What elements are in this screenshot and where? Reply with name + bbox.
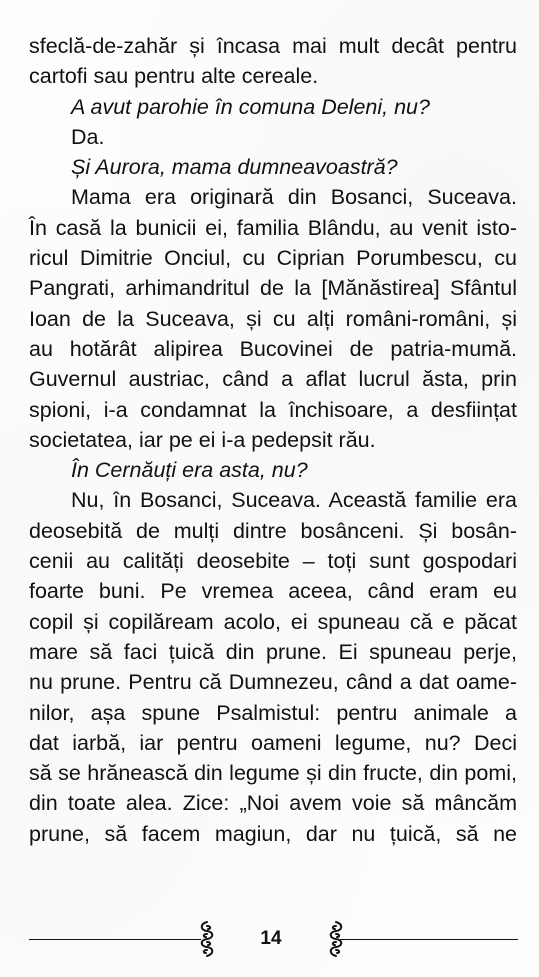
text-line: sfeclă-de-zahăr și încasa mai mult decât pentru (29, 34, 517, 58)
text-line: Pangrati, arhimandritul de la [Mănăstirea] Sfântul (29, 276, 517, 301)
text-line: dat iarbă, iar pentru oameni legume, nu? Deci (29, 730, 517, 755)
text-line: Ioan de la Suceava, și cu alți români-români, și (29, 306, 517, 331)
text-line: cartofi sau pentru alte cereale. (29, 64, 319, 89)
text-line: nilor, așa spune Psalmistul: pentru animale a (29, 700, 517, 725)
interview-question: A avut parohie în comuna Deleni, nu? (71, 94, 430, 119)
interview-answer: Mama era originară din Bosanci, Suceava. (71, 185, 517, 210)
text-line: foarte buni. Pe vremea aceea, când eram eu (29, 579, 517, 604)
interview-question: Și Aurora, mama dumneavoastră? (71, 155, 398, 180)
footer-rule-left (29, 939, 201, 940)
text-line: Guvernul austriac, când a aflat lucrul ăsta, prin (29, 367, 517, 392)
text-line: societatea, iar pe ei i-a pedepsit rău. (29, 427, 376, 452)
text-line: mare să faci țuică din prune. Ei spuneau perje, (29, 639, 517, 664)
text-line: ricul Dimitrie Onciul, cu Ciprian Porumbescu, cu (29, 246, 517, 271)
interview-answer: Nu, în Bosanci, Suceava. Această familie era (71, 488, 517, 513)
text-line: nu prune. Pentru că Dumnezeu, când a dat oame- (29, 670, 517, 695)
text-line: să se hrănească din legume și din fructe, din pomi, (29, 761, 517, 786)
text-line: spioni, i-a condamnat la închisoare, a desființat (29, 397, 517, 422)
scroll-ornament-icon (196, 920, 218, 958)
body-text (29, 31, 517, 849)
footer-rule-right (340, 939, 518, 940)
text-line: din toate alea. Zice: „Noi avem voie să mâncăm (29, 791, 517, 816)
text-line: În casă la bunicii ei, familia Blându, au venit isto- (29, 215, 517, 240)
interview-question: În Cernăuți era asta, nu? (71, 458, 308, 483)
text-line: prune, să facem magiun, dar nu țuică, să ne (29, 821, 517, 846)
text-line: copil și copilăream acolo, ei spuneau că e păcat (29, 609, 517, 634)
page-number: 14 (260, 928, 282, 949)
text-line: deosebită de mulți dintre bosânceni. Și bosân- (29, 518, 517, 543)
interview-answer: Da. (71, 124, 105, 149)
text-line: cenii au calități deosebite – toți sunt gospodari (29, 549, 517, 574)
text-line: au hotărât alipirea Bucovinei de patria-mumă. (29, 336, 517, 361)
page-footer (0, 918, 539, 958)
